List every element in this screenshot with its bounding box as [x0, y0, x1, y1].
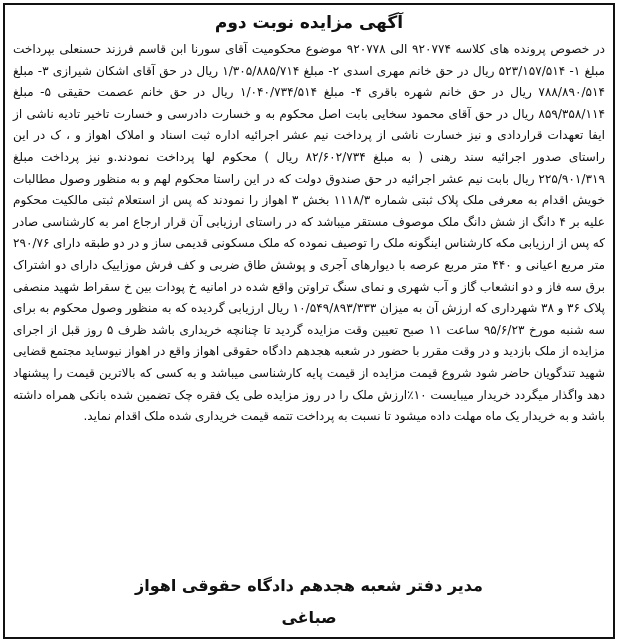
- notice-body: در خصوص پرونده های کلاسه ۹۲۰۷۷۴ الی ۹۲۰۷۷۸ موضوع محکومیت آقای سورنا ابن قاسم فرزند حسنعلی بپرداخت مبلغ ۱- ۵۲۳/۱۵۷/۵۱۴ ریال در حق خانم مهری اسدی ۲- مبلغ ۱/۳۰۵/۸۸۵/۷۱۴ ریال در حق آقای اشکان شیرازی ۳- مبلغ ۷۸۸/۸۹۰/۵۱۴ ریال در حق خانم شهره باقری ۴- مبلغ ۱/۰۴۰/۷۳۴/۵۱۴ ریال در حق خانم عصمت حقیقی ۵- مبلغ ۸۵۹/۳۵۸/۱۱۴ ریال در حق آقای محمود سخایی بابت اصل محکوم به و خسارت دادرسی و خسارت تاخیر تادیه ناشی از ایفا تعهدات قراردادی و نیز خسارت ناشی از پرداخت نیم عشر اجرائیه اداره ثبت اسناد و املاک اهواز و ، ک در این راستای صدور اجرائیه سند رهنی ( به مبلغ ۸۲/۶۰۲/۷۳۴ ریال ) محکوم لها پرداخت نمودند.و نیز پرداخت مبلغ ۲۲۵/۹۰۱/۳۱۹ ریال بابت نیم عشر اجرائیه در حق صندوق دولت که در این راستا محکوم لهم و به منظور وصول مطالبات خویش اقدام به معرفی ملک پلاک ثبتی شماره ۱۱۱۸/۳ بخش ۳ اهواز را نمودند که پس از استعلام ثبتی مالکیت محکوم علیه بر ۴ دانگ از شش دانگ ملک موصوف مستقر میباشد که در راستای ارزیابی آن قرار ارجاع امر به کارشناسی صادر که پس از ارزیابی مکه کارشناس اینگونه ملک را توصیف نموده که ملک مسکونی قدیمی ساز و در دو طبقه دارای ۲۹۰/۷۶ متر مربع اعیانی و ۴۴۰ متر مربع عرصه با دیوارهای آجری و پوشش طاق ضربی و کف فرش موزاییک دارای دو اشتراک برق سه فاز و دو انشعاب گاز و آب شهری و نمای سنگ تراوتن واقع شده در امانیه خ پودات بین خ سقراط شهید منصفی پلاک ۳۶ و ۳۸ شهرداری که ارزش آن به میزان ۱۰/۵۴۹/۸۹۳/۳۳۳ ریال ارزیابی گردیده که به منظور وصول محکوم به برای سه شنبه مورخ ۹۵/۶/۲۳ ساعت ۱۱ صبح تعیین وقت مزایده گردید تا چنانچه خریداری باشد ظرف ۵ روز قبل از اجرای مزایده از ملک بازدید و در وقت مقرر با حضور در شعبه هجدهم دادگاه حقوقی اهواز واقع در اهواز نیوساید مجتمع قضایی شهید تندگویان حاضر شود شروع قیمت مزایده از قیمت پایه کارشناسی میباشد و به کسی که بالاترین قیمت را پیشنهاد دهد واگذار میگردد خریدار میبایست ۱۰٪ارزش ملک را در روز مزایده طی یک فقره چک تضمین شده بانکی همراه داشته باشد و به خریدار یک ماه مهلت داده میشود تا نسبت به پرداخت تتمه قیمت خریداری شده ملک اقدام نماید.: [13, 42, 606, 424]
- notice-frame: [3, 3, 615, 639]
- notice-title: آگهی مزایده نوبت دوم: [214, 13, 404, 33]
- signature-name: صباغی: [281, 608, 337, 627]
- signature-office: مدیر دفتر شعبه هجدهم دادگاه حقوقی اهواز: [135, 576, 483, 595]
